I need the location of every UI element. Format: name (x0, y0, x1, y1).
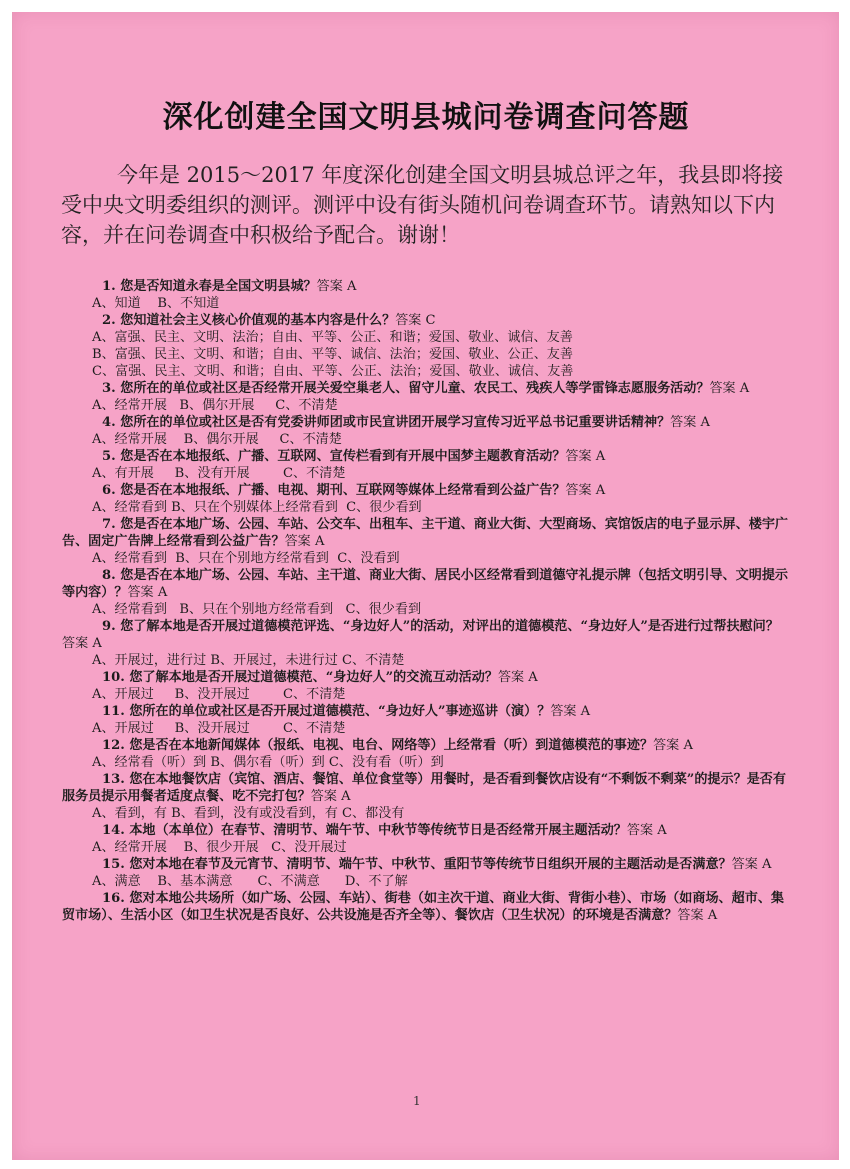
answer-key: 答案 A (316, 279, 357, 294)
answer-option: A、看到，有 B、看到，没有或没看到，有 C、都没有 (92, 806, 405, 821)
question-text (62, 448, 790, 465)
question-prompt: 本地（本单位）在春节、清明节、端午节、中秋节等传统节日是否经常开展主题活动？ (129, 823, 627, 838)
question-text (62, 618, 790, 652)
question-text (62, 567, 790, 601)
question-prompt: 您知道社会主义核心价值观的基本内容是什么？ (120, 313, 396, 328)
answer-option: A、开展过 B、没开展过 C、不清楚 (92, 687, 346, 702)
question-text (62, 703, 790, 720)
question-item (62, 890, 790, 924)
answer-key: 答案 A (284, 534, 325, 549)
answer-option: A、经常看到 B、只在个别地方经常看到 C、没看到 (92, 551, 400, 566)
answer-option: B、富强、民主、文明、和谐；自由、平等、诚信、法治；爱国、敬业、公正、友善 (92, 347, 573, 362)
question-prompt: 您了解本地是否开展过道德模范、“身边好人”的交流互动活动？ (129, 670, 498, 685)
answer-option: A、经常看（听）到 B、偶尔看（听）到 C、没有看（听）到 (92, 755, 444, 770)
question-item (62, 822, 790, 856)
answer-option: A、经常看到 B、只在个别地方经常看到 C、很少看到 (92, 602, 422, 617)
question-prompt: 您是否在本地报纸、广播、电视、期刊、互联网等媒体上经常看到公益广告？ (120, 483, 566, 498)
answer-key: 答案 A (127, 585, 168, 600)
question-number: 3. (102, 381, 116, 396)
question-text (62, 278, 790, 295)
question-text (62, 737, 790, 754)
answer-option: A、有开展 B、没有开展 C、不清楚 (92, 466, 346, 481)
page-number: 1 (413, 1094, 421, 1108)
question-list (62, 278, 790, 924)
answer-key: 答案 A (497, 670, 538, 685)
answer-option: A、经常开展 B、偶尔开展 C、不清楚 (92, 432, 342, 447)
question-text (62, 890, 790, 924)
question-prompt: 您所在的单位或社区是否开展过道德模范、“身边好人”事迹巡讲（演）？ (129, 704, 551, 719)
question-text (62, 669, 790, 686)
answer-option: A、开展过 B、没开展过 C、不清楚 (92, 721, 346, 736)
answer-key: 答案 A (670, 415, 710, 430)
question-prompt: 您在本地餐饮店（宾馆、酒店、餐馆、单位食堂等）用餐时，是否看到餐饮店设有“不剩饭不剩菜”的提示？是否有服务员提示用餐者适度点餐、吃不完打包？ (62, 772, 786, 804)
question-item (62, 737, 790, 771)
question-number: 9. (102, 619, 116, 634)
intro-paragraph: 今年是 2015～2017 年度深化创建全国文明县城总评之年，我县即将接受中央文明委组织的测评。测评中设有街头随机问卷调查环节。请熟知以下内容，并在问卷调查中积极给予配合。谢谢！ (61, 163, 784, 247)
question-number: 15. (102, 857, 125, 872)
question-number: 2. (102, 313, 116, 328)
question-item (62, 856, 790, 890)
answer-key: 答案 A (626, 823, 667, 838)
question-text (62, 414, 790, 431)
question-text (62, 516, 790, 550)
answer-option: A、经常开展 B、很少开展 C、没开展过 (92, 840, 347, 855)
question-prompt: 您是否在本地广场、公园、车站、公交车、出租车、主干道、商业大街、大型商场、宾馆饭店的电子显示屏、楼宇广告、固定广告牌上经常看到公益广告？ (62, 517, 789, 549)
question-text (62, 312, 790, 329)
answer-option: A、经常开展 B、偶尔开展 C、不清楚 (92, 398, 338, 413)
page-title: 深化创建全国文明县城问卷调查问答题 (162, 100, 690, 135)
question-prompt: 您对本地在春节及元宵节、清明节、端午节、中秋节、重阳节等传统节日组织开展的主题活动是否满意？ (129, 857, 732, 872)
question-prompt: 您所在的单位或社区是否经常开展关爱空巢老人、留守儿童、农民工、残疾人等学雷锋志愿服务活动？ (120, 381, 710, 396)
question-prompt: 您是否知道永春是全国文明县城？ (120, 279, 317, 294)
answer-option: A、开展过，进行过 B、开展过，未进行过 C、不清楚 (92, 653, 405, 668)
question-text (62, 771, 790, 805)
answer-key: 答案 A (62, 636, 102, 651)
question-text (62, 822, 790, 839)
question-prompt: 您是否在本地新闻媒体（报纸、电视、电台、网络等）上经常看（听）到道德模范的事迹？ (129, 738, 654, 753)
question-item (62, 414, 790, 448)
question-item (62, 448, 790, 482)
answer-key: 答案 A (565, 449, 606, 464)
answer-option: A、知道 B、不知道 (92, 296, 220, 311)
question-number: 5. (102, 449, 116, 464)
question-item (62, 567, 790, 618)
answer-option: A、富强、民主、文明、法治；自由、平等、公正、和谐；爱国、敬业、诚信、友善 (92, 330, 573, 345)
answer-key: 答案 A (731, 857, 772, 872)
question-number: 1. (102, 279, 116, 294)
question-number: 16. (102, 891, 125, 906)
answer-key: 答案 A (550, 704, 591, 719)
question-number: 13. (102, 772, 125, 787)
answer-key: 答案 A (653, 738, 693, 753)
answer-option: A、经常看到 B、只在个别媒体上经常看到 C、很少看到 (92, 500, 422, 515)
question-item (62, 771, 790, 822)
question-text (62, 856, 790, 873)
question-item (62, 380, 790, 414)
question-number: 10. (102, 670, 125, 685)
question-number: 6. (102, 483, 116, 498)
question-item (62, 618, 790, 669)
question-item (62, 278, 790, 312)
answer-option: A、满意 B、基本满意 C、不满意 D、不了解 (92, 874, 408, 889)
questionnaire-sheet (12, 12, 839, 1160)
question-prompt: 您是否在本地广场、公园、车站、主干道、商业大街、居民小区经常看到道德守礼提示牌（包括文明引导、文明提示等内容）？ (62, 568, 789, 600)
answer-key: 答案 C (395, 313, 436, 328)
question-prompt: 您了解本地是否开展过道德模范评选、“身边好人”的活动，对评出的道德模范、“身边好人”是否进行过帮扶慰问？ (120, 619, 779, 634)
question-number: 4. (102, 415, 116, 430)
question-number: 14. (102, 823, 125, 838)
question-item (62, 703, 790, 737)
question-item (62, 669, 790, 703)
answer-key: 答案 A (709, 381, 750, 396)
answer-key: 答案 A (677, 908, 718, 923)
question-item (62, 482, 790, 516)
question-number: 8. (102, 568, 116, 583)
question-prompt: 您对本地公共场所（如广场、公园、车站）、街巷（如主次干道、商业大街、背街小巷）、市场（如商场、超市、集贸市场）、生活小区（如卫生状况是否良好、公共设施是否齐全等）、餐饮店（卫生状况）的环境是否满意？ (62, 891, 785, 923)
answer-key: 答案 A (565, 483, 606, 498)
question-number: 7. (102, 517, 116, 532)
question-prompt: 您所在的单位或社区是否有党委讲师团或市民宣讲团开展学习宣传习近平总书记重要讲话精神？ (120, 415, 671, 430)
question-text (62, 482, 790, 499)
question-number: 12. (102, 738, 125, 753)
question-item (62, 516, 790, 567)
question-text (62, 380, 790, 397)
question-number: 11. (102, 704, 125, 719)
answer-option: C、富强、民主、文明、和谐；自由、平等、公正、法治；爱国、敬业、诚信、友善 (92, 364, 574, 379)
answer-key: 答案 A (310, 789, 351, 804)
question-item (62, 312, 790, 380)
question-prompt: 您是否在本地报纸、广播、互联网、宣传栏看到有开展中国梦主题教育活动？ (120, 449, 566, 464)
